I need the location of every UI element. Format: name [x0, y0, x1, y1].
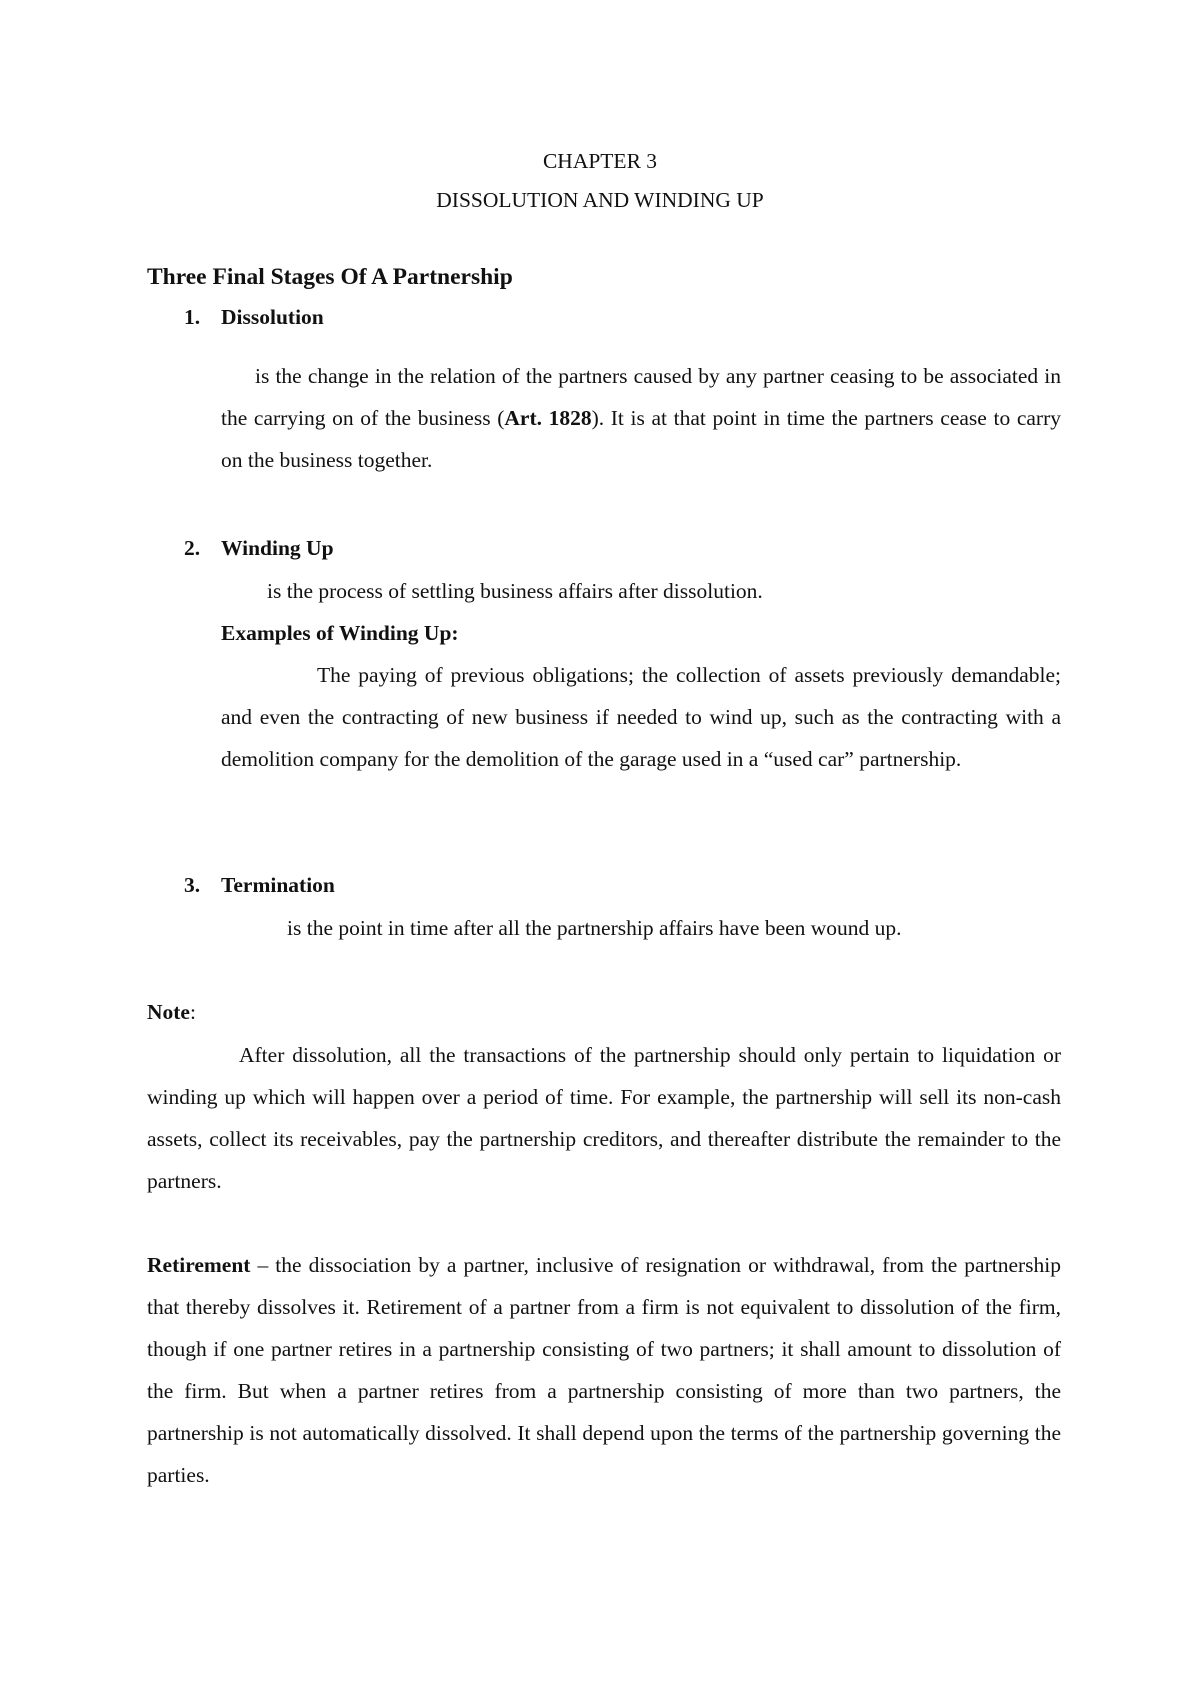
dissolution-text-part: ). It is at that point in time the partners cease to carry on the business together. — [221, 406, 1061, 472]
retirement-paragraph — [147, 1244, 1061, 1496]
chapter-title: DISSOLUTION AND WINDING UP — [436, 188, 764, 212]
note-label — [147, 991, 196, 1033]
retirement-text: – the dissociation by a partner, inclusive of resignation or withdrawal, from the partnership that thereby dissolves it. Retirement of a partner from a firm is not equivalent to dissolution of the firm, though if one partner retires in a partnership consisting of two partners; it shall amount to dissolution of the firm. But when a partner retires from a partnership consisting of more than two partners, the partnership is not automatically dissolved. It shall depend upon the terms of the partnership governing the parties. — [147, 1253, 1061, 1487]
retirement-term: Retirement — [147, 1253, 251, 1277]
dissolution-text-part: is the change in the relation of the partners caused by any partner ceasing to be associated in the carrying on of the business ( — [221, 364, 1061, 430]
stage-dissolution-heading — [184, 296, 324, 338]
note-label-text: Note — [147, 1000, 190, 1024]
stage-termination-heading — [184, 864, 335, 906]
note-text: After dissolution, all the transactions of the partnership should only pertain to liquidation or winding up which will happen over a period of time. For example, the partnership will sell its non-cash assets, collect its receivables, pay the partnership creditors, and thereafter distribute the remainder to the partners. — [147, 1043, 1061, 1193]
stage-number: 1. — [184, 305, 201, 329]
stage-winding-up-text: is the process of settling business affairs after dissolution. — [267, 579, 763, 603]
examples-heading: Examples of Winding Up: — [221, 621, 459, 645]
stage-number: 3. — [184, 873, 201, 897]
chapter-number: CHAPTER 3 — [542, 149, 658, 173]
section-heading: Three Final Stages Of A Partnership — [147, 264, 513, 290]
stage-title: Winding Up — [221, 536, 334, 560]
stage-number: 2. — [184, 536, 201, 560]
stage-title: Dissolution — [221, 305, 324, 329]
stage-termination-text: is the point in time after all the partnership affairs have been wound up. — [287, 916, 902, 940]
note-colon: : — [189, 1000, 196, 1024]
article-reference: Art. 1828 — [504, 406, 592, 430]
stage-dissolution-text — [221, 355, 1061, 481]
stage-winding-up-heading — [184, 527, 334, 569]
stage-title: Termination — [221, 873, 335, 897]
examples-text: The paying of previous obligations; the collection of assets previously demandable; and even the contracting of new business if needed to wind up, such as the contracting with a demolition company for the demolition of the garage used in a “used car” partnership. — [221, 663, 1061, 771]
